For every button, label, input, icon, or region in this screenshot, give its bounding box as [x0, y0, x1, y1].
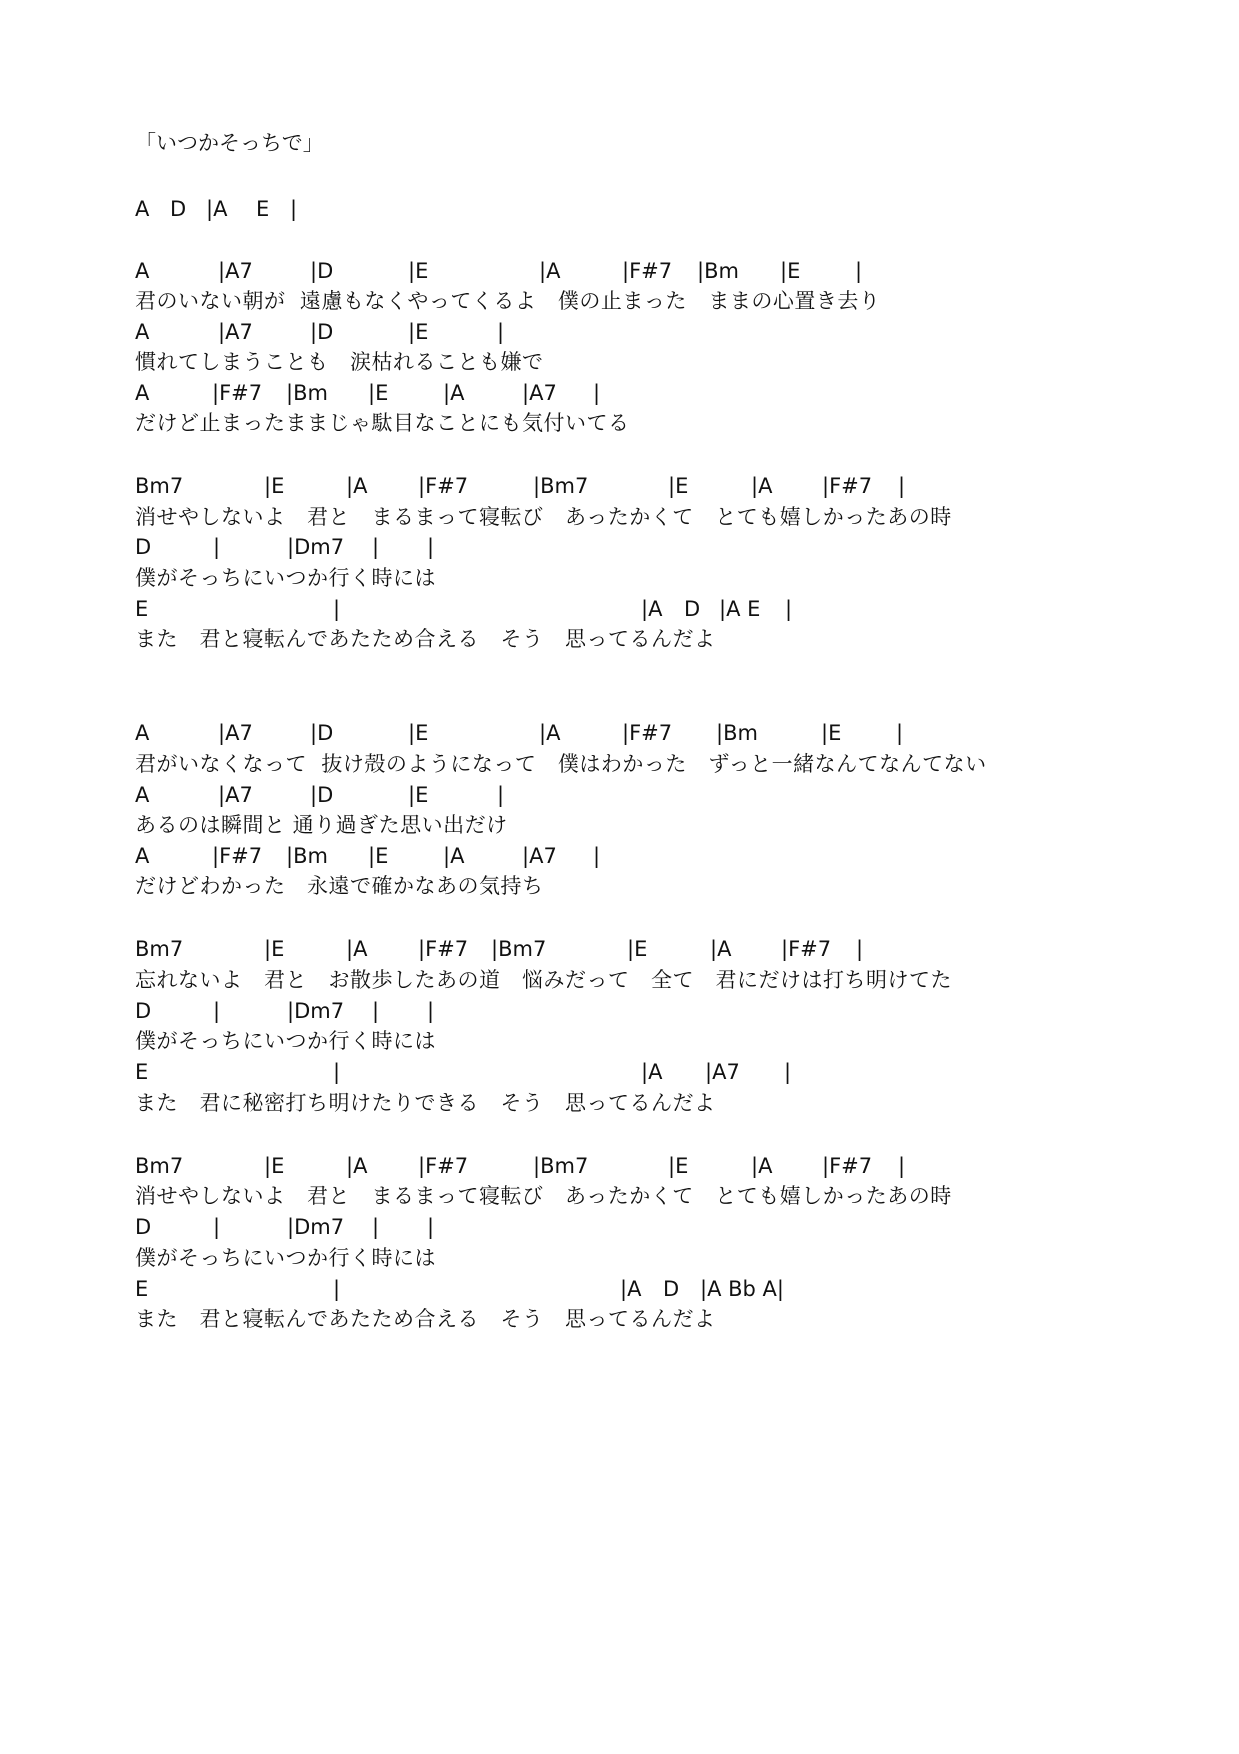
chord: |Dm7 [287, 999, 345, 1023]
chord: |Bm [286, 381, 328, 405]
chord: | [855, 259, 863, 283]
chord: |A [710, 937, 732, 961]
chorus3-lyric-line-2: 僕がそっちにいつか行く時には [135, 1246, 436, 1270]
chord: |A [751, 1154, 773, 1178]
chord: | [372, 535, 380, 559]
chord: |A [206, 197, 228, 221]
chord: | [333, 1060, 341, 1084]
chord: |A7 [522, 381, 557, 405]
chord: |F#7 [822, 474, 873, 498]
verse1-lyric-line-3: だけど止まったままじゃ駄目なことにも気付いてる [135, 411, 630, 435]
chord: |E [408, 783, 429, 807]
chord: |E [368, 844, 389, 868]
chord: |A Bb A| [700, 1277, 784, 1301]
chord: A [135, 320, 150, 344]
chord: |F#7 [418, 1154, 469, 1178]
chord: | [784, 1060, 792, 1084]
chord: |A [539, 259, 561, 283]
verse2-chord-line-1 [0, 718, 904, 748]
chord: |Bm7 [533, 474, 589, 498]
chord: |Bm [697, 259, 739, 283]
chord: |D [310, 721, 334, 745]
chord: |A [346, 474, 368, 498]
chorus3-lyric-line-1: 消せやしないよ 君と まるまって寝転び あったかくて とても嬉しかったあの時 [135, 1184, 952, 1208]
chord: |F#7 [622, 721, 673, 745]
chord: |D [310, 259, 334, 283]
chord: Bm7 [135, 474, 184, 498]
chorus2-chord-line-3 [0, 1057, 792, 1087]
chord: |E [408, 721, 429, 745]
verse1-lyric-line-2: 慣れてしまうことも 涙枯れることも嫌で [135, 350, 544, 374]
verse2-chord-line-2 [0, 780, 505, 810]
chord: |E [408, 259, 429, 283]
chord: | [898, 474, 906, 498]
chord: | [213, 1215, 221, 1239]
chorus2-lyric-line-2: 僕がそっちにいつか行く時には [135, 1029, 436, 1053]
chord: |Bm [286, 844, 328, 868]
chord: |F#7 [212, 844, 263, 868]
chord: | [593, 844, 601, 868]
verse2-chord-line-3 [0, 841, 601, 871]
chord: |E [780, 259, 801, 283]
chord: |F#7 [622, 259, 673, 283]
chorus2-lyric-line-3: また 君に秘密打ち明けたりできる そう 思ってるんだよ [135, 1091, 716, 1115]
chord: |E [264, 1154, 285, 1178]
chord: | [427, 999, 435, 1023]
chord: |Dm7 [287, 535, 345, 559]
chord: | [290, 197, 298, 221]
chorus3-chord-line-1 [0, 1151, 906, 1181]
chord: E [135, 1060, 149, 1084]
chord: |F#7 [418, 474, 469, 498]
verse1-lyric-line-1: 君のいない朝が 遠慮もなくやってくるよ 僕の止まった ままの心置き去り [135, 289, 881, 313]
chorus2-chord-line-2 [0, 996, 435, 1026]
chord: | [896, 721, 904, 745]
chord: |E [264, 937, 285, 961]
chorus2-chord-line-1 [0, 934, 864, 964]
chord: |A [751, 474, 773, 498]
chord: |F#7 [822, 1154, 873, 1178]
verse1-chord-line-1 [0, 256, 863, 286]
chord: | [427, 535, 435, 559]
chord: | [497, 783, 505, 807]
chord: |A [443, 844, 465, 868]
chord: | [333, 597, 341, 621]
chord: E [135, 597, 149, 621]
chord: |A [641, 597, 663, 621]
chorus1-lyric-line-1: 消せやしないよ 君と まるまって寝転び あったかくて とても嬉しかったあの時 [135, 505, 952, 529]
chord: A [135, 783, 150, 807]
chord: |D [310, 783, 334, 807]
chord: |Bm7 [491, 937, 547, 961]
chord: |A [346, 937, 368, 961]
chord: | [593, 381, 601, 405]
chord: |A7 [218, 721, 253, 745]
chord: |A7 [218, 259, 253, 283]
chorus3-chord-line-2 [0, 1212, 435, 1242]
chord: |E [264, 474, 285, 498]
chord: | [856, 937, 864, 961]
chord: |E [821, 721, 842, 745]
chord: D [170, 197, 187, 221]
chorus1-lyric-line-2: 僕がそっちにいつか行く時には [135, 566, 436, 590]
chord: A [135, 844, 150, 868]
chorus2-lyric-line-1: 忘れないよ 君と お散歩したあの道 悩みだって 全て 君にだけは打ち明けてた [135, 968, 952, 992]
chord: |A [539, 721, 561, 745]
chord: |E [408, 320, 429, 344]
chord: |Bm [716, 721, 758, 745]
chorus3-chord-line-3 [0, 1274, 784, 1304]
chord: | [372, 999, 380, 1023]
chord: |Dm7 [287, 1215, 345, 1239]
song-title: 「いつかそっちで」 [135, 131, 324, 155]
chord: |A [641, 1060, 663, 1084]
chord: A [135, 721, 150, 745]
chord: D [135, 535, 152, 559]
chord: |A7 [705, 1060, 740, 1084]
chord: |A [443, 381, 465, 405]
chorus3-lyric-line-3: また 君と寝転んであたため合える そう 思ってるんだよ [135, 1307, 716, 1331]
chord: |E [668, 1154, 689, 1178]
chord: D [684, 597, 701, 621]
chord: | [333, 1277, 341, 1301]
chord: |A [346, 1154, 368, 1178]
verse2-lyric-line-2: あるのは瞬間と 通り過ぎた思い出だけ [135, 813, 508, 837]
chord: |A7 [218, 783, 253, 807]
chord: E [135, 1277, 149, 1301]
chord: |F#7 [212, 381, 263, 405]
chord: |A7 [218, 320, 253, 344]
chord: |F#7 [781, 937, 832, 961]
chord: A [135, 259, 150, 283]
chord: | [427, 1215, 435, 1239]
verse1-chord-line-2 [0, 317, 505, 347]
chord: D [135, 1215, 152, 1239]
chord: |A E [719, 597, 761, 621]
chord: |A [620, 1277, 642, 1301]
chord: E [256, 197, 270, 221]
chorus1-chord-line-2 [0, 532, 435, 562]
chord: Bm7 [135, 1154, 184, 1178]
chord: | [372, 1215, 380, 1239]
chorus1-lyric-line-3: また 君と寝転んであたため合える そう 思ってるんだよ [135, 627, 716, 651]
chord: |E [368, 381, 389, 405]
chord: |D [310, 320, 334, 344]
chord: D [135, 999, 152, 1023]
chord: Bm7 [135, 937, 184, 961]
chorus1-chord-line-1 [0, 471, 906, 501]
chord: A [135, 381, 150, 405]
chorus1-chord-line-3 [0, 594, 793, 624]
chord: |F#7 [418, 937, 469, 961]
chord: D [663, 1277, 680, 1301]
verse1-chord-line-3 [0, 378, 601, 408]
chord: |Bm7 [533, 1154, 589, 1178]
chord: |A7 [522, 844, 557, 868]
chord: | [213, 535, 221, 559]
chord: |E [627, 937, 648, 961]
chord: | [497, 320, 505, 344]
chord: | [213, 999, 221, 1023]
intro-chord-line [0, 194, 298, 224]
verse2-lyric-line-1: 君がいなくなって 抜け殻のようになって 僕はわかった ずっと一緒なんてなんてない [135, 752, 987, 776]
verse2-lyric-line-3: だけどわかった 永遠で確かなあの気持ち [135, 874, 544, 898]
chord: |E [668, 474, 689, 498]
chord: | [898, 1154, 906, 1178]
chord: A [135, 197, 150, 221]
chord: | [785, 597, 793, 621]
